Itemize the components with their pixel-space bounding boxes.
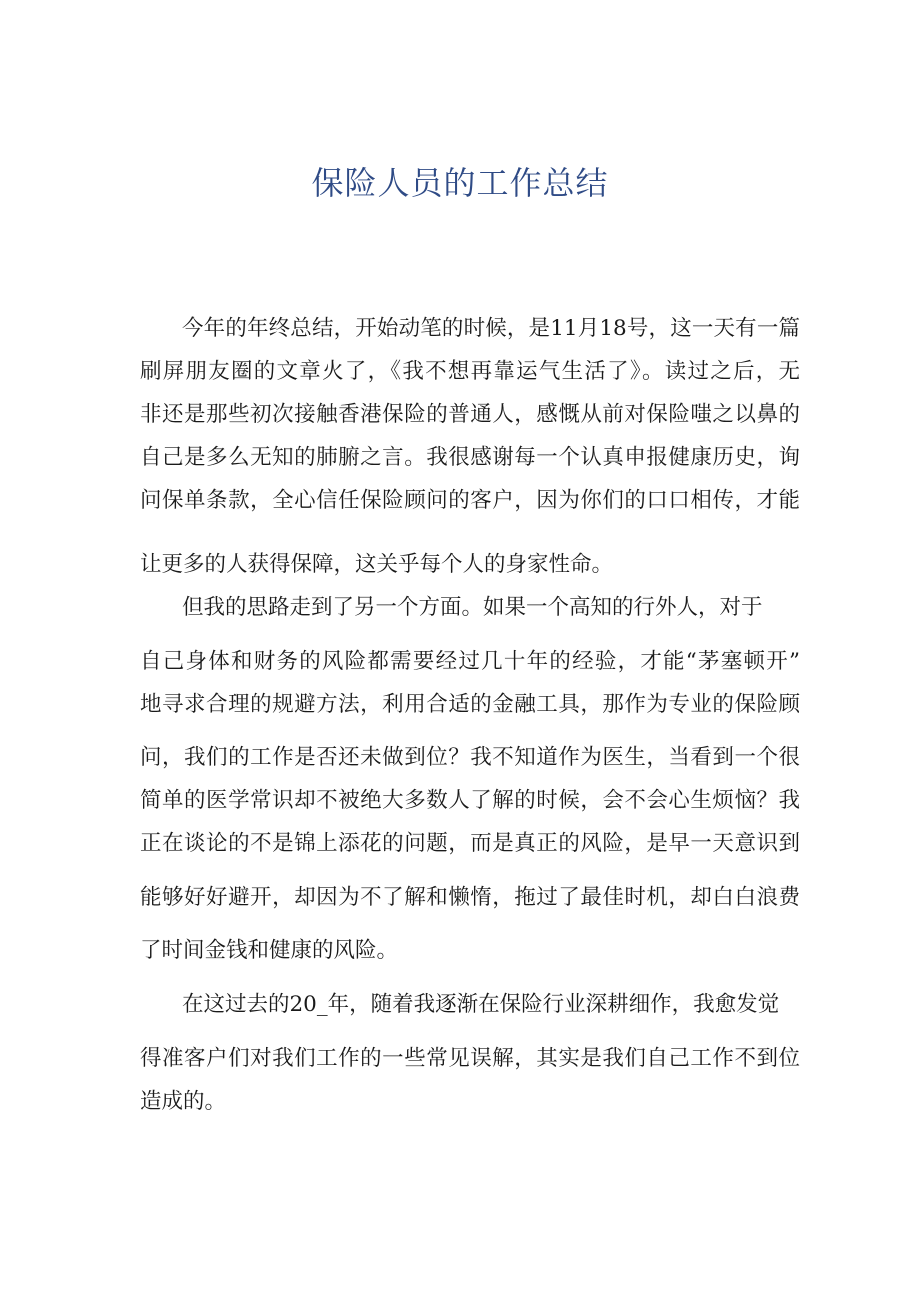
text-line: 今年的年终总结，开始动笔的时候，是11月18号，这一天有一篇	[182, 316, 800, 341]
text-line: 自己身体和财务的风险都需要经过几十年的经验，才能“茅塞顿开”	[140, 649, 800, 674]
text-line: 地寻求合理的规避方法，利用合适的金融工具，那作为专业的保险顾	[140, 692, 800, 717]
text-line: 在这过去的20_年，随着我逐渐在保险行业深耕细作，我愈发觉	[182, 992, 780, 1017]
page-title: 保险人员的工作总结	[311, 164, 609, 202]
text-line: 造成的。	[140, 1089, 227, 1114]
text-line: 问保单条款，全心信任保险顾问的客户，因为你们的口口相传，才能	[140, 488, 800, 513]
text-line: 简单的医学常识却不被绝大多数人了解的时候，会不会心生烦恼？我	[140, 788, 800, 813]
text-line: 自己是多么无知的肺腑之言。我很感谢每一个认真申报健康历史，询	[140, 445, 800, 470]
text-line: 了时间金钱和健康的风险。	[140, 938, 399, 963]
text-line: 非还是那些初次接触香港保险的普通人，感慨从前对保险嗤之以鼻的	[140, 402, 800, 427]
text-line: 刷屏朋友圈的文章火了，《我不想再靠运气生活了》。读过之后，无	[140, 359, 800, 384]
text-line: 但我的思路走到了另一个方面。如果一个高知的行外人，对于	[182, 595, 763, 620]
text-line: 得准客户们对我们工作的一些常见误解，其实是我们自己工作不到位	[140, 1046, 800, 1071]
text-line: 能够好好避开，却因为不了解和懒惰，拖过了最佳时机，却白白浪费	[140, 885, 800, 910]
text-line: 让更多的人获得保障，这关乎每个人的身家性命。	[140, 552, 614, 577]
text-line: 正在谈论的不是锦上添花的问题，而是真正的风险，是早一天意识到	[140, 831, 800, 856]
text-line: 问，我们的工作是否还未做到位？我不知道作为医生，当看到一个很	[140, 745, 800, 770]
